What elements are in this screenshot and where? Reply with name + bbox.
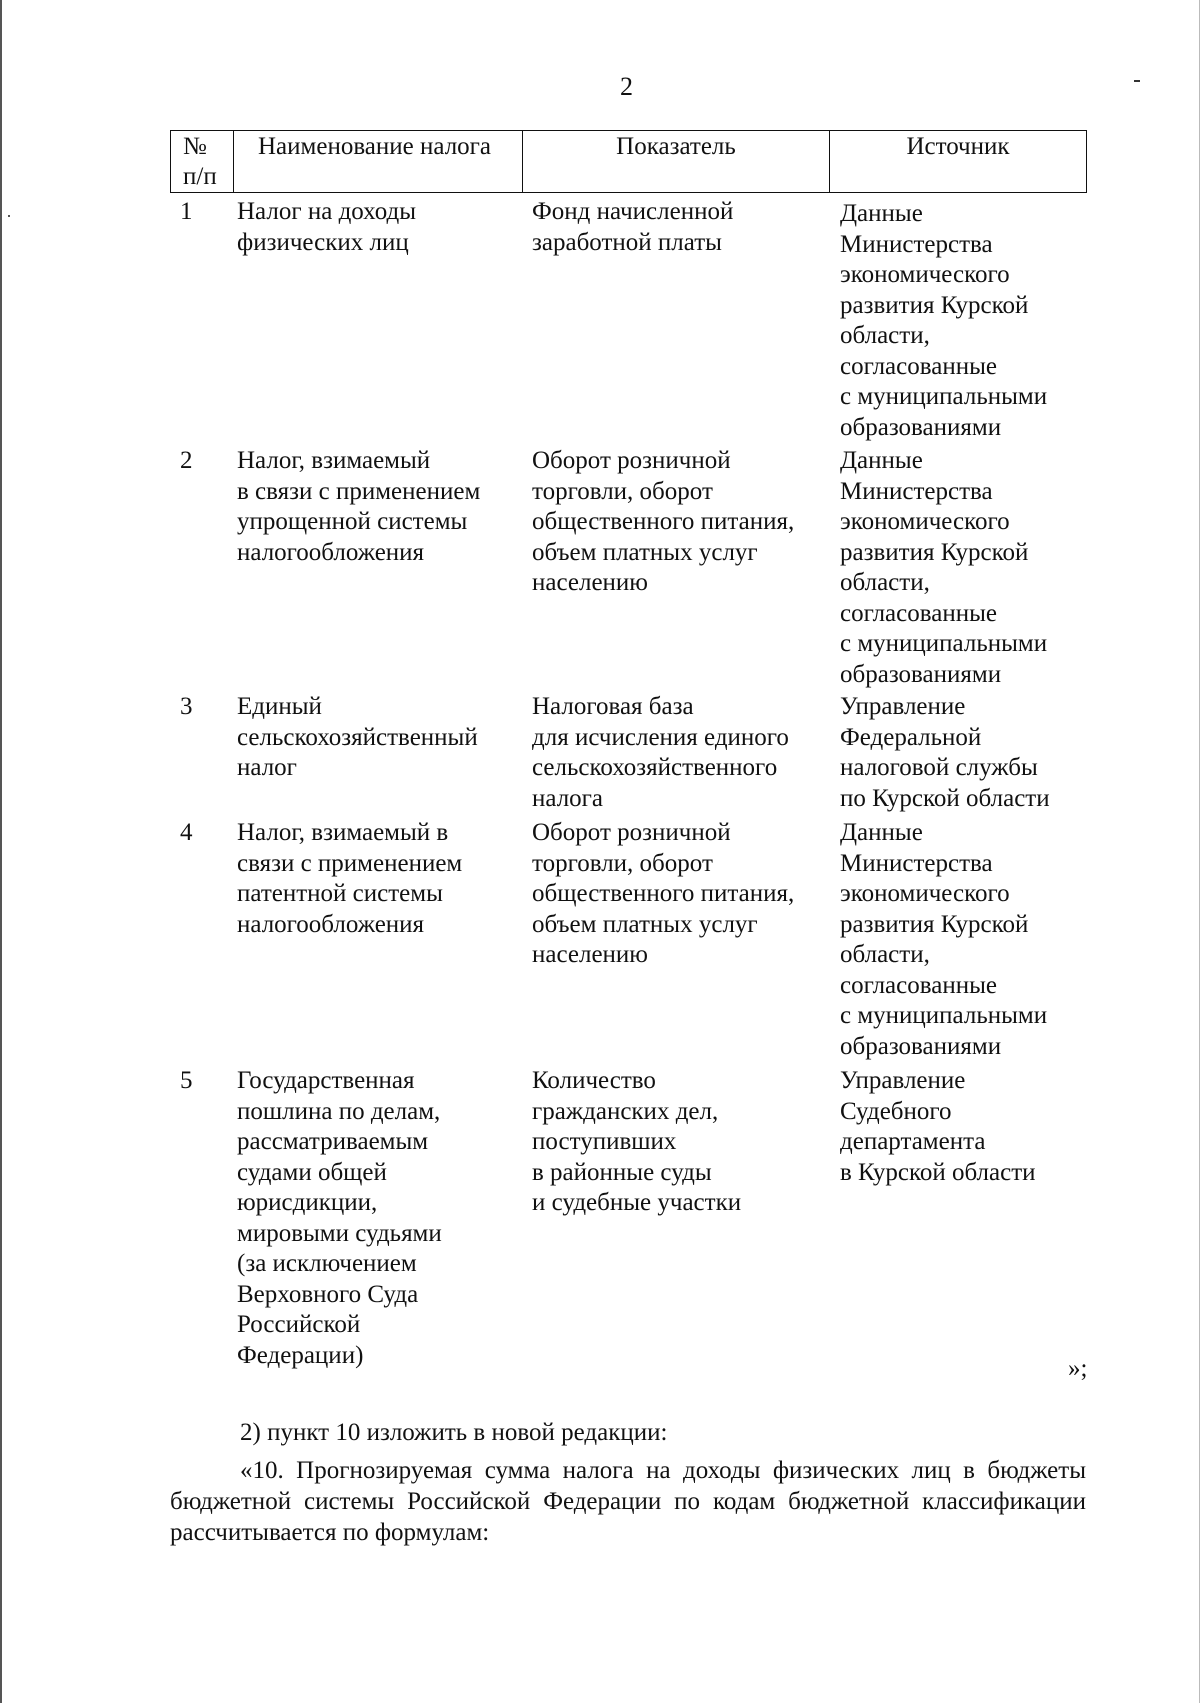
header-indicator	[522, 130, 830, 193]
header-name-label: Наименование налога	[258, 133, 492, 160]
row-num: 2	[180, 447, 193, 474]
row-source: Данные Министерства экономического развития Курской области, согласованные с муниципальными образованиями	[840, 819, 1048, 1060]
paragraph-item-2: 2) пункт 10 изложить в новой редакции:	[240, 1419, 668, 1446]
header-source-label: Источник	[906, 133, 1010, 160]
row-num: 3	[180, 693, 193, 720]
header-source	[829, 130, 1087, 193]
scan-speck	[1134, 80, 1140, 82]
row-num: 4	[180, 819, 193, 846]
row-indicator: Оборот розничной торговли, оборот общественного питания, объем платных услуг населению	[532, 447, 795, 596]
header-name	[233, 130, 523, 193]
row-num: 5	[180, 1067, 193, 1094]
page-number: 2	[620, 72, 633, 101]
row-indicator: Оборот розничной торговли, оборот общественного питания, объем платных услуг населению	[532, 819, 795, 968]
row-indicator: Количество гражданских дел, поступивших в районные суды и судебные участки	[532, 1067, 742, 1216]
row-num: 1	[180, 198, 193, 225]
header-num	[170, 130, 234, 193]
row-source: Данные Министерства экономического развития Курской области, согласованные с муниципальными образованиями	[840, 447, 1048, 688]
row-source: Данные Министерства экономического развития Курской области, согласованные с муниципальными образованиями	[840, 200, 1048, 441]
row-tax-name: Налог, взимаемый в связи с применением патентной системы налогообложения	[237, 819, 463, 938]
row-tax-name: Налог на доходы физических лиц	[237, 198, 417, 256]
header-num-label: № п/п	[183, 133, 217, 190]
row-source: Управление Судебного департамента в Курской области	[840, 1067, 1036, 1186]
row-tax-name: Государственная пошлина по делам, рассматриваемым судами общей юрисдикции, мировыми судьями (за исключением Верховного Суда Российской Федерации)	[237, 1067, 442, 1369]
closing-quote-mark: »;	[1068, 1355, 1088, 1382]
row-indicator: Налоговая база для исчисления единого сельскохозяйственного налога	[532, 693, 789, 812]
row-tax-name: Единый сельскохозяйственный налог	[237, 693, 478, 781]
paragraph-item-10: «10. Прогнозируемая сумма налога на доходы физических лиц в бюджеты бюджетной системы Российской Федерации по кодам бюджетной классификации рассчитывается по формулам:	[170, 1457, 1086, 1546]
row-source: Управление Федеральной налоговой службы по Курской области	[840, 693, 1050, 812]
scan-edge	[0, 0, 2, 1703]
header-indicator-label: Показатель	[616, 133, 736, 160]
scan-speck	[8, 215, 10, 217]
row-indicator: Фонд начисленной заработной платы	[532, 198, 734, 256]
row-tax-name: Налог, взимаемый в связи с применением упрощенной системы налогообложения	[237, 447, 481, 566]
